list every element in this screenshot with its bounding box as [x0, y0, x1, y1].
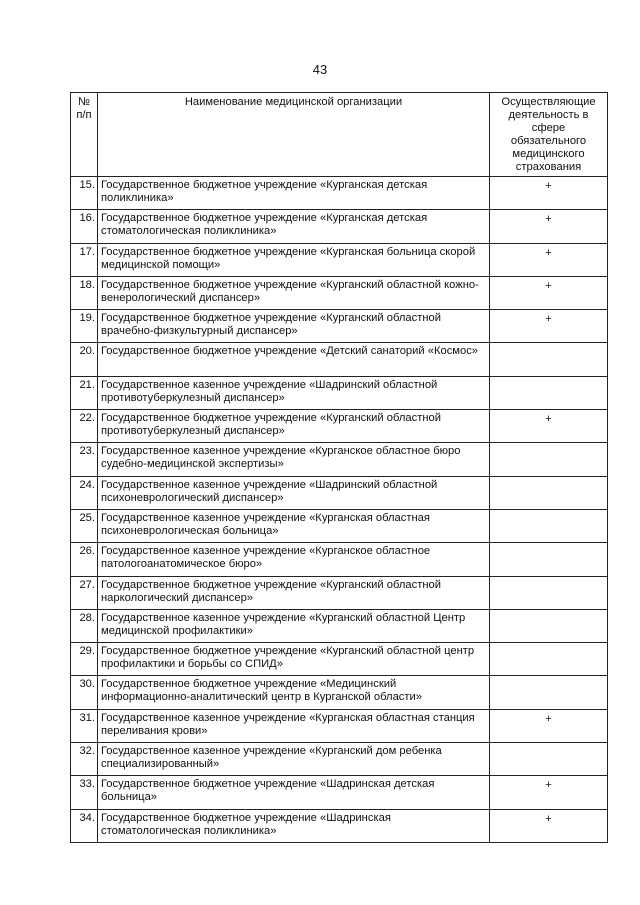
row-name: Государственное казенное учреждение «Курганский дом ребенка специализированный»	[98, 743, 490, 776]
row-num: 33.	[71, 776, 98, 809]
row-num: 32.	[71, 743, 98, 776]
table-row	[71, 210, 608, 243]
row-num: 30.	[71, 676, 98, 709]
table-row	[71, 343, 608, 376]
row-oms: +	[490, 177, 608, 210]
row-num: 17.	[71, 243, 98, 276]
header-num: № п/п	[71, 93, 98, 177]
row-name: Государственное бюджетное учреждение «Детский санаторий «Космос»	[98, 343, 490, 376]
row-oms: +	[490, 809, 608, 842]
row-name: Государственное бюджетное учреждение «Курганский областной врачебно-физкультурный диспансер»	[98, 310, 490, 343]
row-name: Государственное бюджетное учреждение «Медицинский информационно-аналитический центр в Курганской области»	[98, 676, 490, 709]
row-num: 25.	[71, 509, 98, 542]
header-oms: Осуществляющие деятельность в сфере обязательного медицинского страхования	[490, 93, 608, 177]
row-name: Государственное казенное учреждение «Курганское областное бюро судебно-медицинской экспертизы»	[98, 443, 490, 476]
table-row	[71, 743, 608, 776]
row-num: 20.	[71, 343, 98, 376]
row-num: 18.	[71, 276, 98, 309]
table-row	[71, 509, 608, 542]
table-row	[71, 376, 608, 409]
row-oms	[490, 676, 608, 709]
row-oms	[490, 543, 608, 576]
row-num: 16.	[71, 210, 98, 243]
row-oms	[490, 743, 608, 776]
row-num: 34.	[71, 809, 98, 842]
row-oms: +	[490, 776, 608, 809]
page-number: 43	[312, 62, 328, 77]
row-num: 15.	[71, 177, 98, 210]
row-name: Государственное бюджетное учреждение «Курганская детская стоматологическая поликлиника»	[98, 210, 490, 243]
table-row	[71, 809, 608, 842]
row-oms: +	[490, 709, 608, 742]
table-row	[71, 676, 608, 709]
table-row	[71, 310, 608, 343]
row-name: Государственное бюджетное учреждение «Курганский областной наркологический диспансер»	[98, 576, 490, 609]
row-num: 22.	[71, 410, 98, 443]
row-num: 29.	[71, 643, 98, 676]
row-name: Государственное бюджетное учреждение «Курганский областной противотуберкулезный диспансер»	[98, 410, 490, 443]
table-row	[71, 643, 608, 676]
row-oms	[490, 343, 608, 376]
row-name: Государственное казенное учреждение «Курганская областная психоневрологическая больница»	[98, 509, 490, 542]
row-oms	[490, 643, 608, 676]
row-name: Государственное казенное учреждение «Шадринский областной противотуберкулезный диспансер»	[98, 376, 490, 409]
table-row	[71, 543, 608, 576]
table-row	[71, 576, 608, 609]
row-oms: +	[490, 210, 608, 243]
header-name: Наименование медицинской организации	[98, 93, 490, 177]
row-num: 27.	[71, 576, 98, 609]
table-row	[71, 476, 608, 509]
table-header-row	[71, 93, 608, 177]
row-name: Государственное бюджетное учреждение «Курганский областной кожно-венерологический диспансер»	[98, 276, 490, 309]
organizations-table	[70, 92, 608, 843]
row-oms	[490, 609, 608, 642]
table-row	[71, 243, 608, 276]
row-num: 28.	[71, 609, 98, 642]
row-name: Государственное бюджетное учреждение «Шадринская стоматологическая поликлиника»	[98, 809, 490, 842]
table-row	[71, 609, 608, 642]
row-name: Государственное бюджетное учреждение «Курганская детская поликлиника»	[98, 177, 490, 210]
table-row	[71, 410, 608, 443]
row-oms	[490, 376, 608, 409]
row-oms: +	[490, 410, 608, 443]
table-row	[71, 443, 608, 476]
row-oms: +	[490, 276, 608, 309]
table-row	[71, 276, 608, 309]
row-num: 19.	[71, 310, 98, 343]
row-name: Государственное казенное учреждение «Шадринский областной психоневрологический диспансер»	[98, 476, 490, 509]
row-num: 21.	[71, 376, 98, 409]
table-row	[71, 776, 608, 809]
table-row	[71, 177, 608, 210]
row-oms	[490, 509, 608, 542]
row-name: Государственное бюджетное учреждение «Курганский областной центр профилактики и борьбы со СПИД»	[98, 643, 490, 676]
row-num: 23.	[71, 443, 98, 476]
row-oms	[490, 476, 608, 509]
row-oms	[490, 576, 608, 609]
row-oms	[490, 443, 608, 476]
row-name: Государственное казенное учреждение «Курганская областная станция переливания крови»	[98, 709, 490, 742]
row-num: 24.	[71, 476, 98, 509]
row-name: Государственное казенное учреждение «Курганское областное патологоанатомическое бюро»	[98, 543, 490, 576]
row-num: 31.	[71, 709, 98, 742]
row-name: Государственное бюджетное учреждение «Курганская больница скорой медицинской помощи»	[98, 243, 490, 276]
row-name: Государственное бюджетное учреждение «Шадринская детская больница»	[98, 776, 490, 809]
row-oms: +	[490, 243, 608, 276]
row-oms: +	[490, 310, 608, 343]
row-name: Государственное казенное учреждение «Курганский областной Центр медицинской профилактики»	[98, 609, 490, 642]
row-num: 26.	[71, 543, 98, 576]
table-row	[71, 709, 608, 742]
